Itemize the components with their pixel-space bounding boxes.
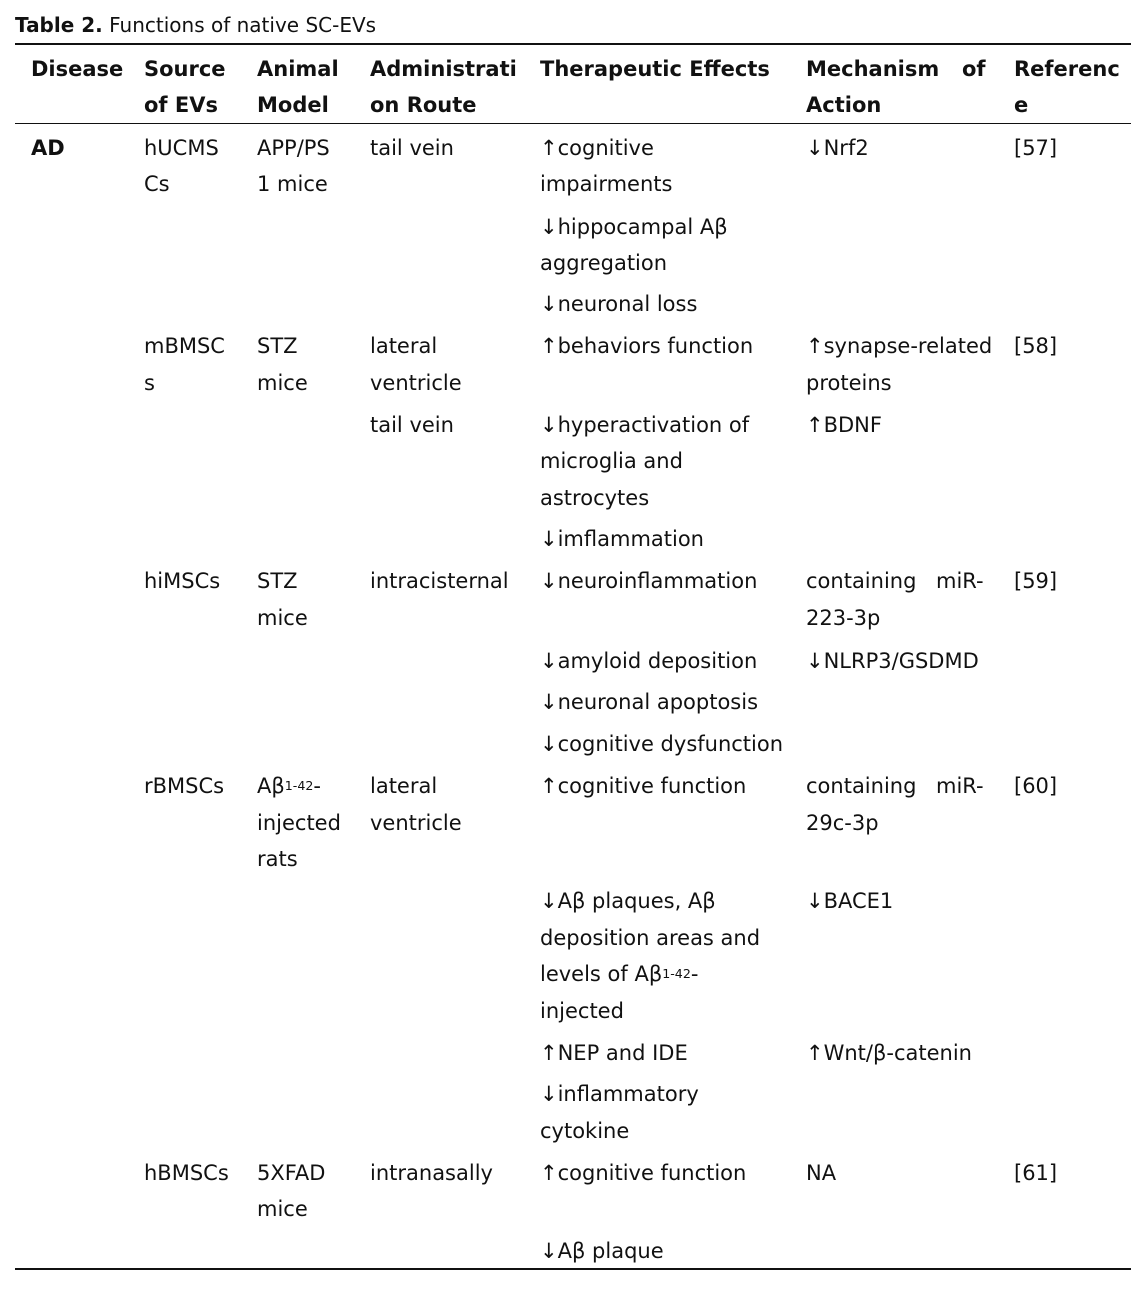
cell-effect: deposition areas and [540,926,761,950]
header-disease: Disease [31,57,124,81]
cell-effect: ↓neuronal apoptosis [540,690,759,714]
cell-effect: levels of $A\beta_{1-42}-$ [540,962,699,986]
cell-route: intranasally [370,1161,493,1185]
table-caption [15,11,376,39]
cell-mechanism: 223-3p [806,606,881,630]
cell-route: ventricle [370,371,462,395]
cell-source: hUCMS [144,136,219,160]
cell-effect: aggregation [540,251,668,275]
cell-disease: AD [31,136,65,160]
cell-effect: ↓amyloid deposition [540,649,758,673]
cell-animal-model: $A\beta_{1-42}-$ [257,774,321,798]
cell-effect: ↑cognitive function [540,1161,747,1185]
cell-effect: ↑cognitive function [540,774,747,798]
cell-route: intracisternal [370,569,509,593]
cell-animal-model: mice [257,1197,308,1221]
cell-effect: ↓neuroinflammation [540,569,758,593]
header-source-line2: of EVs [144,93,218,117]
cell-animal-model: APP/PS [257,136,330,160]
cell-source: hBMSCs [144,1161,229,1185]
cell-source: hiMSCs [144,569,221,593]
cell-animal-model: 1 mice [257,172,328,196]
header-mechanism-line2: Action [806,93,882,117]
cell-animal-model: mice [257,371,308,395]
cell-reference: [57] [1014,136,1058,160]
cell-route: tail vein [370,136,454,160]
header-admin-line1: Administrati [370,57,517,81]
cell-effect: ↓neuronal loss [540,292,698,316]
cell-effect: cytokine [540,1119,630,1143]
cell-animal-model: 5XFAD [257,1161,326,1185]
table-caption-text: Functions of native SC-EVs [102,13,377,37]
cell-effect: ↓imflammation [540,527,704,551]
cell-effect: ↑NEP and IDE [540,1041,688,1065]
cell-animal-model: mice [257,606,308,630]
cell-mechanism: ↑Wnt/β-catenin [806,1041,972,1065]
header-source-line1: Source [144,57,226,81]
cell-route: lateral [370,774,438,798]
cell-mechanism: miR- [936,569,984,593]
cell-route: tail vein [370,413,454,437]
header-reference-line1: Referenc [1014,57,1120,81]
cell-effect: microglia and [540,449,683,473]
cell-source: mBMSC [144,334,225,358]
cell-effect: ↓cognitive dysfunction [540,732,784,756]
cell-effect: ↓inflammatory [540,1082,699,1106]
header-mechanism-line1a: Mechanism [806,57,940,81]
cell-mechanism: 29c-3p [806,811,879,835]
cell-source: s [144,371,155,395]
cell-source: Cs [144,172,170,196]
cell-animal-model: STZ [257,334,298,358]
cell-effect: injected [540,999,624,1023]
cell-animal-model: STZ [257,569,298,593]
header-reference-line2: e [1014,93,1029,117]
cell-mechanism: containing [806,774,917,798]
header-mechanism-line1b: of [962,57,986,81]
table-top-rule [15,43,1131,45]
cell-mechanism: containing [806,569,917,593]
cell-effect: impairments [540,172,673,196]
cell-reference: [59] [1014,569,1058,593]
cell-mechanism: ↑synapse-related [806,334,993,358]
cell-animal-model: rats [257,847,298,871]
cell-route: ventricle [370,811,462,835]
header-animal-line1: Animal [257,57,339,81]
cell-effect: astrocytes [540,486,650,510]
cell-mechanism: ↓Nrf2 [806,136,869,160]
cell-effect: ↓hippocampal Aβ [540,215,728,239]
cell-animal-model: injected [257,811,341,835]
cell-source: rBMSCs [144,774,225,798]
cell-effect: ↓hyperactivation of [540,413,750,437]
header-effects: Therapeutic Effects [540,57,770,81]
cell-mechanism: ↑BDNF [806,413,882,437]
cell-route: lateral [370,334,438,358]
header-admin-line2: on Route [370,93,477,117]
cell-mechanism: NA [806,1161,837,1185]
cell-mechanism: ↓NLRP3/GSDMD [806,649,979,673]
cell-reference: [60] [1014,774,1058,798]
cell-effect: ↑behaviors function [540,334,754,358]
cell-mechanism: miR- [936,774,984,798]
cell-mechanism: proteins [806,371,892,395]
table-caption-label: Table 2. [15,13,103,37]
cell-mechanism: ↓BACE1 [806,889,894,913]
cell-reference: [61] [1014,1161,1058,1185]
cell-effect: ↑cognitive [540,136,654,160]
cell-effect: ↓Aβ plaque [540,1239,664,1263]
header-animal-line2: Model [257,93,329,117]
cell-reference: [58] [1014,334,1058,358]
cell-effect: ↓Aβ plaques, Aβ [540,889,716,913]
